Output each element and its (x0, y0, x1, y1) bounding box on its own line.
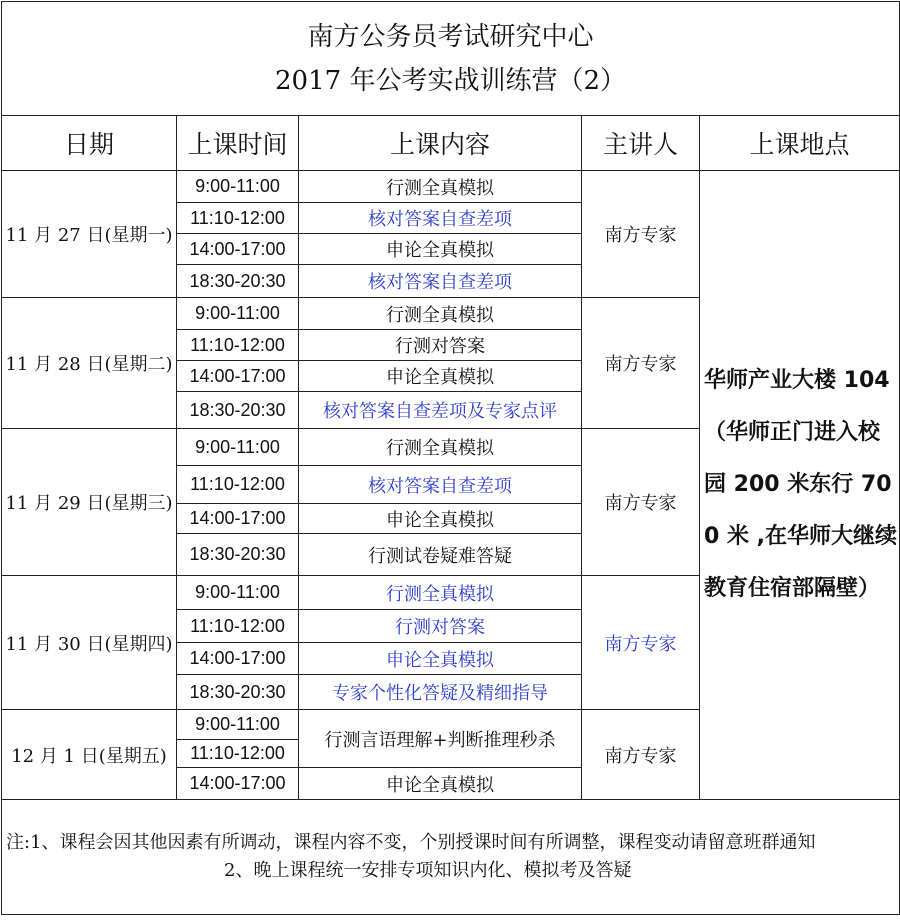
content-cell: 行测言语理解+判断推理秒杀 (299, 710, 582, 768)
date-cell: 12 月 1 日(星期五) (2, 710, 177, 800)
time-cell: 9:00-11:00 (177, 298, 299, 330)
content-cell: 行测试卷疑难答疑 (299, 534, 582, 576)
time-cell: 9:00-11:00 (177, 171, 299, 203)
schedule-table (1, 1, 900, 915)
title-block (2, 2, 900, 116)
speaker-cell: 南方专家 (582, 171, 700, 298)
time-cell: 14:00-17:00 (177, 504, 299, 534)
content-cell: 核对答案自查差项及专家点评 (299, 392, 582, 429)
content-cell: 行测对答案 (299, 610, 582, 643)
table-row (2, 171, 900, 203)
time-cell: 11:10-12:00 (177, 330, 299, 361)
header-date: 日期 (2, 116, 177, 171)
speaker-cell: 南方专家 (582, 710, 700, 800)
time-cell: 14:00-17:00 (177, 234, 299, 265)
header-speaker: 主讲人 (582, 116, 700, 171)
header-location: 上课地点 (700, 116, 900, 171)
header-time: 上课时间 (177, 116, 299, 171)
content-cell: 行测全真模拟 (299, 576, 582, 610)
time-cell: 18:30-20:30 (177, 675, 299, 710)
content-cell: 申论全真模拟 (299, 361, 582, 392)
time-cell: 11:10-12:00 (177, 466, 299, 504)
content-cell: 申论全真模拟 (299, 504, 582, 534)
time-cell: 11:10-12:00 (177, 610, 299, 643)
content-cell: 申论全真模拟 (299, 768, 582, 800)
content-cell: 申论全真模拟 (299, 234, 582, 265)
content-cell: 核对答案自查差项 (299, 203, 582, 234)
content-cell: 行测全真模拟 (299, 171, 582, 203)
time-cell: 11:10-12:00 (177, 203, 299, 234)
content-cell: 行测对答案 (299, 330, 582, 361)
content-cell: 专家个性化答疑及精细指导 (299, 675, 582, 710)
time-cell: 18:30-20:30 (177, 392, 299, 429)
time-cell: 9:00-11:00 (177, 710, 299, 740)
location-cell: 华师产业大楼 104（华师正门进入校园 200 米东行 700 米 ,在华师大继续教育住宿部隔壁） (700, 171, 900, 800)
note-line-1: 注:1、课程会因其他因素有所调动，课程内容不变，个别授课时间有所调整，课程变动请留意班群通知 (6, 832, 816, 853)
content-cell: 核对答案自查差项 (299, 265, 582, 298)
date-cell: 11 月 29 日(星期三) (2, 429, 177, 576)
note-line-2: 2、晚上课程统一安排专项知识内化、模拟考及答疑 (224, 860, 632, 881)
header-row (2, 116, 900, 171)
title-line-2: 2017 年公考实战训练营（2） (275, 65, 626, 96)
time-cell: 14:00-17:00 (177, 768, 299, 800)
time-cell: 18:30-20:30 (177, 534, 299, 576)
content-cell: 核对答案自查差项 (299, 466, 582, 504)
speaker-cell: 南方专家 (582, 298, 700, 429)
date-cell: 11 月 30 日(星期四) (2, 576, 177, 710)
content-cell: 申论全真模拟 (299, 643, 582, 675)
time-cell: 14:00-17:00 (177, 361, 299, 392)
header-content: 上课内容 (299, 116, 582, 171)
title-line-1: 南方公务员考试研究中心 (307, 21, 594, 52)
notes-block (2, 800, 900, 915)
date-cell: 11 月 27 日(星期一) (2, 171, 177, 298)
time-cell: 14:00-17:00 (177, 643, 299, 675)
content-cell: 行测全真模拟 (299, 429, 582, 466)
speaker-cell: 南方专家 (582, 576, 700, 710)
date-cell: 11 月 28 日(星期二) (2, 298, 177, 429)
content-cell: 行测全真模拟 (299, 298, 582, 330)
time-cell: 9:00-11:00 (177, 429, 299, 466)
time-cell: 11:10-12:00 (177, 740, 299, 768)
time-cell: 18:30-20:30 (177, 265, 299, 298)
speaker-cell: 南方专家 (582, 429, 700, 576)
time-cell: 9:00-11:00 (177, 576, 299, 610)
